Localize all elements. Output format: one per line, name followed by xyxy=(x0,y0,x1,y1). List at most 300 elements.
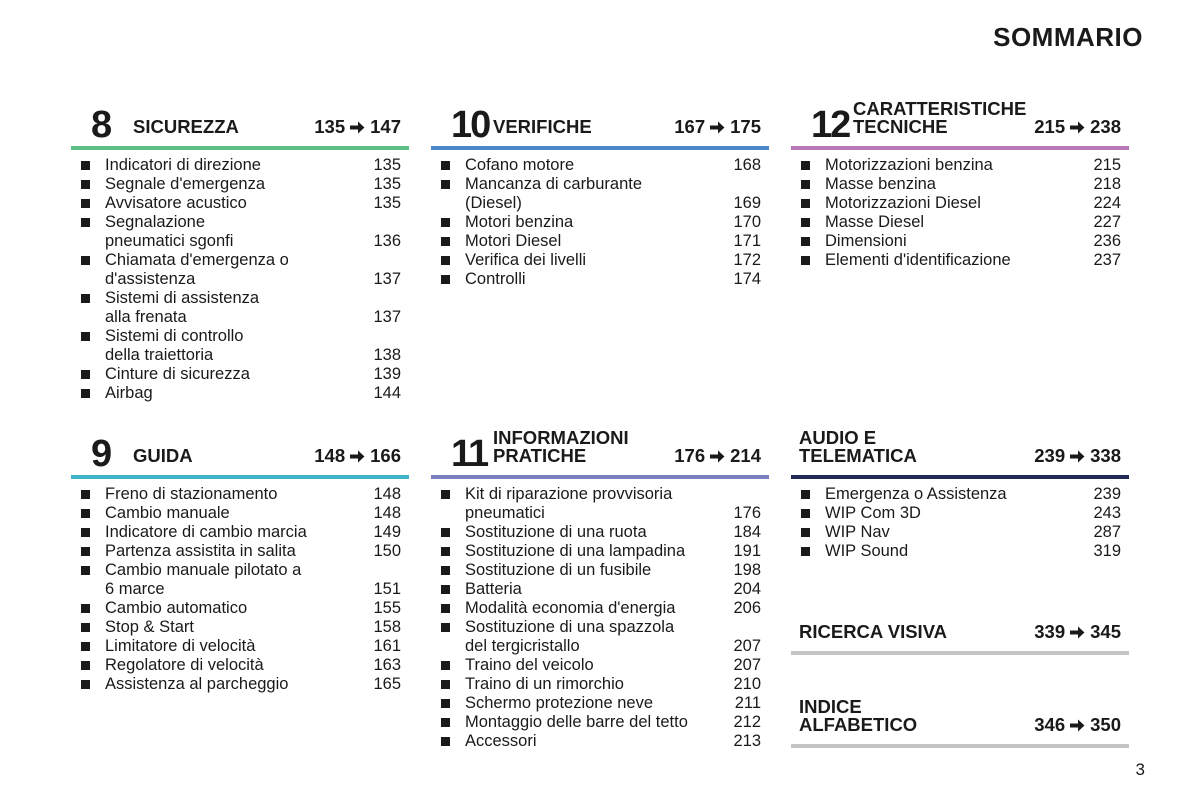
item-page-number: 198 xyxy=(733,561,761,579)
item-label: Chiamata d'emergenza o xyxy=(105,251,289,269)
item-list xyxy=(431,156,769,289)
item-label: Traino di un rimorchio xyxy=(465,675,624,693)
list-item[interactable] xyxy=(431,713,769,732)
item-line xyxy=(825,213,1121,232)
item-page-number: 287 xyxy=(1093,523,1121,541)
item-label: Stop & Start xyxy=(105,618,194,636)
square-bullet-icon xyxy=(441,528,450,537)
item-page-number: 174 xyxy=(733,270,761,288)
item-label: Limitatore di velocità xyxy=(105,637,256,655)
item-page-number: 155 xyxy=(373,599,401,617)
section-header xyxy=(431,96,769,146)
section-number: 8 xyxy=(91,104,111,146)
list-item[interactable] xyxy=(431,694,769,713)
square-bullet-icon xyxy=(801,256,810,265)
arrow-right-icon xyxy=(1070,621,1085,642)
square-bullet-icon xyxy=(81,661,90,670)
item-line xyxy=(465,504,761,523)
item-label: Motori Diesel xyxy=(465,232,562,250)
item-line xyxy=(465,485,761,504)
item-label: Masse Diesel xyxy=(825,213,925,231)
item-line xyxy=(465,618,761,637)
item-line xyxy=(825,504,1121,523)
list-item[interactable] xyxy=(431,561,769,580)
section-verifiche xyxy=(431,96,769,289)
square-bullet-icon xyxy=(81,256,90,265)
item-line xyxy=(465,656,761,675)
item-page-number: 135 xyxy=(373,194,401,212)
square-bullet-icon xyxy=(441,218,450,227)
item-label: Traino del veicolo xyxy=(465,656,594,674)
list-item[interactable] xyxy=(431,485,769,523)
item-line xyxy=(465,561,761,580)
item-line xyxy=(105,194,401,213)
item-line xyxy=(825,232,1121,251)
range-to: 166 xyxy=(370,445,401,466)
item-page-number: 137 xyxy=(373,308,401,326)
item-line xyxy=(465,175,761,194)
section-number: 9 xyxy=(91,433,111,475)
list-item[interactable] xyxy=(71,618,409,637)
item-label: Sistemi di controllo xyxy=(105,327,244,345)
section-title xyxy=(799,698,917,734)
square-bullet-icon xyxy=(441,161,450,170)
item-line xyxy=(825,175,1121,194)
square-bullet-icon xyxy=(441,699,450,708)
item-label: Cinture di sicurezza xyxy=(105,365,250,383)
item-page-number: 243 xyxy=(1093,504,1121,522)
item-line xyxy=(465,542,761,561)
square-bullet-icon xyxy=(81,218,90,227)
section-divider-bar xyxy=(791,651,1129,655)
item-page-number: 139 xyxy=(373,365,401,383)
square-bullet-icon xyxy=(801,180,810,189)
item-page-number: 149 xyxy=(373,523,401,541)
list-item[interactable] xyxy=(71,365,409,384)
section-page-range xyxy=(314,118,401,136)
item-page-number: 137 xyxy=(373,270,401,288)
section-title-line: GUIDA xyxy=(133,445,193,466)
item-page-number: 151 xyxy=(373,580,401,598)
list-item[interactable] xyxy=(791,194,1129,213)
section-title-line: CARATTERISTICHE xyxy=(853,98,1027,119)
item-page-number: 319 xyxy=(1093,542,1121,560)
section-page-range xyxy=(674,118,761,136)
list-item[interactable] xyxy=(431,675,769,694)
square-bullet-icon xyxy=(441,680,450,689)
item-line xyxy=(105,561,401,580)
square-bullet-icon xyxy=(81,623,90,632)
item-line xyxy=(465,156,761,175)
item-label: Dimensioni xyxy=(825,232,907,250)
item-page-number: 135 xyxy=(373,175,401,193)
item-line xyxy=(105,232,401,251)
section-caratteristiche-tecniche xyxy=(791,96,1129,270)
item-label: Regolatore di velocità xyxy=(105,656,264,674)
item-label: Sostituzione di una spazzola xyxy=(465,618,675,636)
list-item[interactable] xyxy=(431,251,769,270)
section-title-line: INFORMAZIONI xyxy=(493,427,629,448)
item-label: Cofano motore xyxy=(465,156,575,174)
item-line xyxy=(825,156,1121,175)
section-header xyxy=(791,694,1129,744)
section-title-line: TELEMATICA xyxy=(799,445,917,466)
list-item[interactable] xyxy=(791,175,1129,194)
section-indice-alfabetico xyxy=(791,694,1129,748)
item-line xyxy=(105,675,401,694)
section-header xyxy=(791,601,1129,651)
list-item[interactable] xyxy=(791,542,1129,561)
list-item[interactable] xyxy=(431,523,769,542)
item-page-number: 211 xyxy=(734,694,761,712)
item-label: Cambio manuale xyxy=(105,504,230,522)
section-title xyxy=(133,118,239,136)
range-to: 345 xyxy=(1090,621,1121,642)
list-item[interactable] xyxy=(431,732,769,751)
item-label: Cambio manuale pilotato a xyxy=(105,561,302,579)
square-bullet-icon xyxy=(441,585,450,594)
item-label: Sostituzione di una ruota xyxy=(465,523,647,541)
range-to: 175 xyxy=(730,116,761,137)
item-line xyxy=(465,580,761,599)
list-item[interactable] xyxy=(71,194,409,213)
item-label: Schermo protezione neve xyxy=(465,694,654,712)
item-page-number: 150 xyxy=(373,542,401,560)
item-line xyxy=(105,213,401,232)
range-from: 239 xyxy=(1034,445,1066,466)
item-label: Accessori xyxy=(465,732,537,750)
item-label: Kit di riparazione provvisoria xyxy=(465,485,673,503)
range-to: 338 xyxy=(1090,445,1121,466)
section-title xyxy=(853,100,1026,136)
range-from: 135 xyxy=(314,116,346,137)
item-line xyxy=(105,308,401,327)
section-page-range xyxy=(314,447,401,465)
square-bullet-icon xyxy=(81,604,90,613)
list-item[interactable] xyxy=(431,599,769,618)
section-title-line: VERIFICHE xyxy=(493,116,592,137)
item-label: Emergenza o Assistenza xyxy=(825,485,1007,503)
list-item[interactable] xyxy=(71,542,409,561)
item-page-number: 224 xyxy=(1093,194,1121,212)
range-from: 215 xyxy=(1034,116,1066,137)
list-item[interactable] xyxy=(71,156,409,175)
item-page-number: 136 xyxy=(373,232,401,250)
item-line xyxy=(105,346,401,365)
item-page-number: 168 xyxy=(733,156,761,174)
item-list xyxy=(791,485,1129,561)
square-bullet-icon xyxy=(441,256,450,265)
item-line xyxy=(825,523,1121,542)
square-bullet-icon xyxy=(81,642,90,651)
item-label: Verifica dei livelli xyxy=(465,251,587,269)
page-number: 3 xyxy=(1135,760,1145,779)
range-from: 167 xyxy=(674,116,706,137)
item-page-number: 236 xyxy=(1093,232,1121,250)
arrow-right-icon xyxy=(350,445,365,466)
item-line xyxy=(465,270,761,289)
item-page-number: 207 xyxy=(733,656,761,674)
list-item[interactable] xyxy=(431,580,769,599)
square-bullet-icon xyxy=(441,275,450,284)
item-label: Cambio automatico xyxy=(105,599,248,617)
item-label: Indicatore di cambio marcia xyxy=(105,523,307,541)
item-list xyxy=(71,485,409,694)
list-item[interactable] xyxy=(71,485,409,504)
item-line xyxy=(465,232,761,251)
section-number: 10 xyxy=(451,104,490,146)
square-bullet-icon xyxy=(81,199,90,208)
section-title-line: PRATICHE xyxy=(493,445,587,466)
item-line xyxy=(465,637,761,656)
item-line xyxy=(105,542,401,561)
list-item[interactable] xyxy=(71,675,409,694)
section-informazioni-pratiche xyxy=(431,425,769,751)
list-item[interactable] xyxy=(431,618,769,656)
list-item[interactable] xyxy=(791,156,1129,175)
item-label: Motorizzazioni Diesel xyxy=(825,194,981,212)
list-item[interactable] xyxy=(71,289,409,327)
section-divider-bar xyxy=(71,146,409,150)
item-list xyxy=(431,485,769,751)
item-label: Partenza assistita in salita xyxy=(105,542,296,560)
list-item[interactable] xyxy=(431,656,769,675)
item-label: WIP Nav xyxy=(825,523,890,541)
list-item[interactable] xyxy=(71,327,409,365)
section-title xyxy=(133,447,193,465)
item-list xyxy=(71,156,409,403)
section-title-line: SICUREZZA xyxy=(133,116,239,137)
list-item[interactable] xyxy=(431,542,769,561)
section-header xyxy=(431,425,769,475)
item-page-number: 135 xyxy=(373,156,401,174)
item-line xyxy=(825,485,1121,504)
list-item[interactable] xyxy=(431,270,769,289)
item-line xyxy=(465,194,761,213)
range-from: 339 xyxy=(1034,621,1066,642)
section-audio-telematica xyxy=(791,425,1129,561)
item-line xyxy=(825,542,1121,561)
square-bullet-icon xyxy=(801,490,810,499)
item-page-number: 239 xyxy=(1093,485,1121,503)
item-page-number: 158 xyxy=(373,618,401,636)
range-to: 147 xyxy=(370,116,401,137)
item-label: Mancanza di carburante xyxy=(465,175,643,193)
section-title xyxy=(493,429,629,465)
section-header xyxy=(71,96,409,146)
item-label: alla frenata xyxy=(105,308,187,326)
item-label: Montaggio delle barre del tetto xyxy=(465,713,688,731)
square-bullet-icon xyxy=(81,332,90,341)
section-sicurezza xyxy=(71,96,409,403)
range-to: 350 xyxy=(1090,714,1121,735)
item-line xyxy=(465,213,761,232)
section-number: 12 xyxy=(811,104,850,146)
item-label: Elementi d'identificazione xyxy=(825,251,1011,269)
item-line xyxy=(105,384,401,403)
item-label: (Diesel) xyxy=(465,194,522,212)
item-line xyxy=(465,713,761,732)
item-label: Segnalazione xyxy=(105,213,205,231)
section-title xyxy=(493,118,592,136)
item-line xyxy=(465,523,761,542)
item-line xyxy=(105,580,401,599)
section-header xyxy=(71,425,409,475)
list-item[interactable] xyxy=(431,156,769,175)
square-bullet-icon xyxy=(81,490,90,499)
list-item[interactable] xyxy=(431,232,769,251)
square-bullet-icon xyxy=(441,566,450,575)
item-page-number: 210 xyxy=(733,675,761,693)
item-line xyxy=(105,327,401,346)
list-item[interactable] xyxy=(71,384,409,403)
list-item[interactable] xyxy=(71,599,409,618)
list-item[interactable] xyxy=(791,485,1129,504)
item-page-number: 172 xyxy=(733,251,761,269)
square-bullet-icon xyxy=(801,199,810,208)
square-bullet-icon xyxy=(81,547,90,556)
list-item[interactable] xyxy=(71,637,409,656)
item-page-number: 237 xyxy=(1093,251,1121,269)
list-item[interactable] xyxy=(431,175,769,213)
item-line xyxy=(825,251,1121,270)
item-line xyxy=(105,504,401,523)
list-item[interactable] xyxy=(791,523,1129,542)
square-bullet-icon xyxy=(81,528,90,537)
item-label: Controlli xyxy=(465,270,526,288)
item-line xyxy=(825,194,1121,213)
section-guida xyxy=(71,425,409,694)
arrow-right-icon xyxy=(1070,116,1085,137)
list-item[interactable] xyxy=(431,213,769,232)
item-label: Motorizzazioni benzina xyxy=(825,156,993,174)
item-page-number: 163 xyxy=(373,656,401,674)
list-item[interactable] xyxy=(791,504,1129,523)
item-page-number: 215 xyxy=(1093,156,1121,174)
list-item[interactable] xyxy=(71,523,409,542)
item-label: Assistenza al parcheggio xyxy=(105,675,289,693)
item-label: Avvisatore acustico xyxy=(105,194,247,212)
item-line xyxy=(105,365,401,384)
item-list xyxy=(791,156,1129,270)
section-header xyxy=(791,96,1129,146)
list-item[interactable] xyxy=(71,175,409,194)
item-page-number: 184 xyxy=(733,523,761,541)
item-page-number: 212 xyxy=(733,713,761,731)
square-bullet-icon xyxy=(81,509,90,518)
square-bullet-icon xyxy=(81,389,90,398)
item-page-number: 227 xyxy=(1093,213,1121,231)
section-ricerca-visiva xyxy=(791,601,1129,655)
section-title-line: INDICE xyxy=(799,696,862,717)
section-page-range xyxy=(1034,716,1121,734)
item-label: Sistemi di assistenza xyxy=(105,289,260,307)
square-bullet-icon xyxy=(81,566,90,575)
item-line xyxy=(105,656,401,675)
item-page-number: 148 xyxy=(373,485,401,503)
item-line xyxy=(465,675,761,694)
section-page-range xyxy=(1034,118,1121,136)
item-page-number: 204 xyxy=(733,580,761,598)
item-label: Modalità economia d'energia xyxy=(465,599,676,617)
item-label: WIP Com 3D xyxy=(825,504,921,522)
square-bullet-icon xyxy=(801,237,810,246)
item-label: pneumatici sgonfi xyxy=(105,232,234,250)
item-line xyxy=(105,270,401,289)
item-label: Airbag xyxy=(105,384,153,402)
section-divider-bar xyxy=(791,146,1129,150)
item-page-number: 144 xyxy=(373,384,401,402)
list-item[interactable] xyxy=(71,504,409,523)
item-page-number: 148 xyxy=(373,504,401,522)
arrow-right-icon xyxy=(1070,445,1085,466)
item-page-number: 161 xyxy=(373,637,401,655)
section-page-range xyxy=(674,447,761,465)
item-page-number: 138 xyxy=(373,346,401,364)
item-label: Batteria xyxy=(465,580,522,598)
item-label: WIP Sound xyxy=(825,542,909,560)
arrow-right-icon xyxy=(1070,714,1085,735)
item-page-number: 170 xyxy=(733,213,761,231)
item-label: 6 marce xyxy=(105,580,165,598)
item-page-number: 218 xyxy=(1093,175,1121,193)
square-bullet-icon xyxy=(801,161,810,170)
item-line xyxy=(105,523,401,542)
square-bullet-icon xyxy=(441,180,450,189)
item-line xyxy=(105,156,401,175)
item-line xyxy=(105,175,401,194)
square-bullet-icon xyxy=(801,509,810,518)
item-line xyxy=(105,485,401,504)
item-page-number: 165 xyxy=(373,675,401,693)
section-title-line: RICERCA VISIVA xyxy=(799,621,948,642)
square-bullet-icon xyxy=(81,180,90,189)
square-bullet-icon xyxy=(441,237,450,246)
square-bullet-icon xyxy=(81,161,90,170)
square-bullet-icon xyxy=(441,661,450,670)
list-item[interactable] xyxy=(71,213,409,251)
section-divider-bar xyxy=(791,744,1129,748)
square-bullet-icon xyxy=(441,547,450,556)
list-item[interactable] xyxy=(791,232,1129,251)
range-from: 346 xyxy=(1034,714,1066,735)
section-divider-bar xyxy=(71,475,409,479)
square-bullet-icon xyxy=(441,718,450,727)
item-label: Motori benzina xyxy=(465,213,574,231)
item-page-number: 213 xyxy=(733,732,761,750)
item-line xyxy=(465,694,761,713)
item-label: Sostituzione di una lampadina xyxy=(465,542,686,560)
item-page-number: 169 xyxy=(733,194,761,212)
list-item[interactable] xyxy=(791,251,1129,270)
list-item[interactable] xyxy=(71,656,409,675)
range-to: 238 xyxy=(1090,116,1121,137)
section-title-line: TECNICHE xyxy=(853,116,948,137)
item-label: Masse benzina xyxy=(825,175,936,193)
list-item[interactable] xyxy=(71,561,409,599)
arrow-right-icon xyxy=(710,116,725,137)
section-title-line: AUDIO E xyxy=(799,427,877,448)
range-to: 214 xyxy=(730,445,761,466)
square-bullet-icon xyxy=(81,370,90,379)
list-item[interactable] xyxy=(791,213,1129,232)
item-label: della traiettoria xyxy=(105,346,214,364)
item-label: Freno di stazionamento xyxy=(105,485,278,503)
item-page-number: 171 xyxy=(733,232,761,250)
arrow-right-icon xyxy=(350,116,365,137)
list-item[interactable] xyxy=(71,251,409,289)
item-page-number: 176 xyxy=(733,504,761,522)
